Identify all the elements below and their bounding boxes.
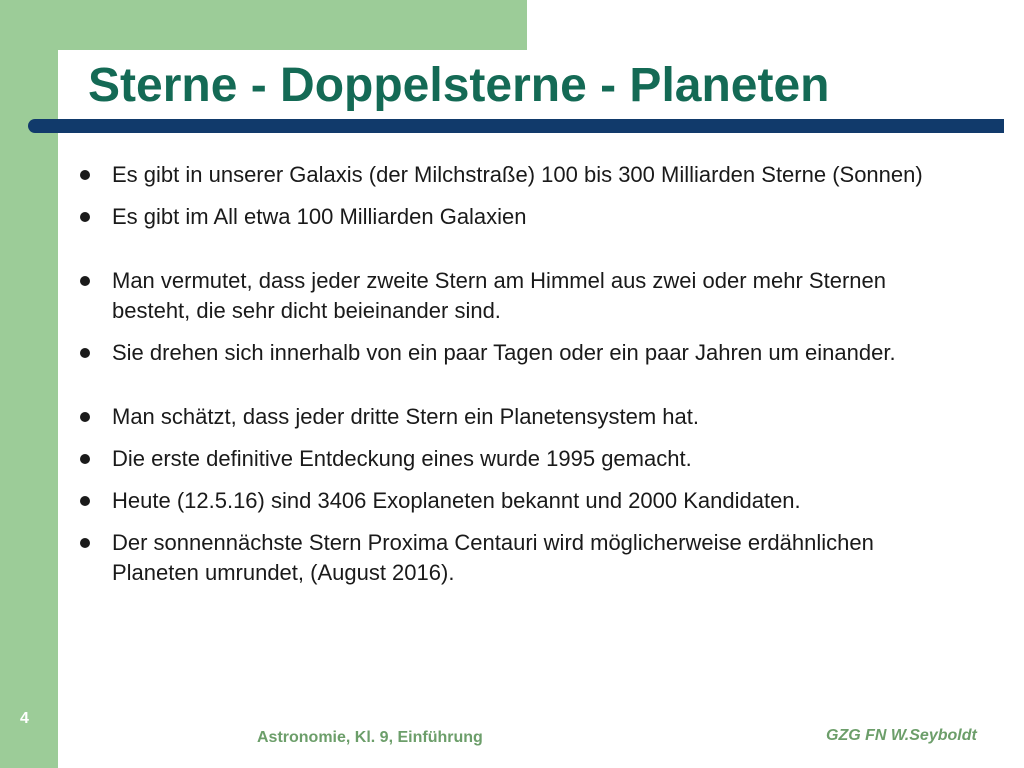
decorative-top-bar bbox=[0, 0, 527, 50]
bullet-text: Heute (12.5.16) sind 3406 Exoplaneten bekannt und 2000 Kandidaten. bbox=[112, 488, 801, 513]
bullet-item bbox=[70, 486, 950, 516]
footer-author-label: GZG FN W.Seyboldt bbox=[826, 727, 977, 744]
title-underline-bar bbox=[28, 119, 1004, 133]
bullet-dot-icon bbox=[80, 454, 90, 464]
bullet-item bbox=[70, 266, 950, 326]
bullet-item bbox=[70, 402, 950, 432]
bullet-item bbox=[70, 528, 950, 588]
bullet-text: Die erste definitive Entdeckung eines wurde 1995 gemacht. bbox=[112, 446, 692, 471]
bullet-list bbox=[70, 160, 950, 588]
bullet-dot-icon bbox=[80, 348, 90, 358]
bullet-text: Der sonnennächste Stern Proxima Centauri wird möglicherweise erdähnlichen Planeten umrundet, (August 2016). bbox=[112, 530, 874, 585]
bullet-text: Man vermutet, dass jeder zweite Stern am Himmel aus zwei oder mehr Sternen besteht, die sehr dicht beieinander sind. bbox=[112, 268, 886, 323]
footer-course-label: Astronomie, Kl. 9, Einführung bbox=[257, 729, 483, 746]
bullet-item bbox=[70, 160, 950, 190]
bullet-text: Man schätzt, dass jeder dritte Stern ein Planetensystem hat. bbox=[112, 404, 699, 429]
bullet-dot-icon bbox=[80, 170, 90, 180]
slide-number: 4 bbox=[20, 710, 29, 727]
bullet-item bbox=[70, 338, 950, 368]
decorative-left-bar bbox=[0, 0, 58, 768]
bullet-dot-icon bbox=[80, 538, 90, 548]
bullet-dot-icon bbox=[80, 496, 90, 506]
bullet-dot-icon bbox=[80, 412, 90, 422]
bullet-item bbox=[70, 202, 950, 232]
bullet-item bbox=[70, 444, 950, 474]
bullet-text: Es gibt in unserer Galaxis (der Milchstraße) 100 bis 300 Milliarden Sterne (Sonnen) bbox=[112, 162, 923, 187]
bullet-dot-icon bbox=[80, 276, 90, 286]
bullet-text: Es gibt im All etwa 100 Milliarden Galaxien bbox=[112, 204, 527, 229]
bullet-text: Sie drehen sich innerhalb von ein paar Tagen oder ein paar Jahren um einander. bbox=[112, 340, 896, 365]
slide-title: Sterne - Doppelsterne - Planeten bbox=[88, 59, 830, 112]
bullet-dot-icon bbox=[80, 212, 90, 222]
